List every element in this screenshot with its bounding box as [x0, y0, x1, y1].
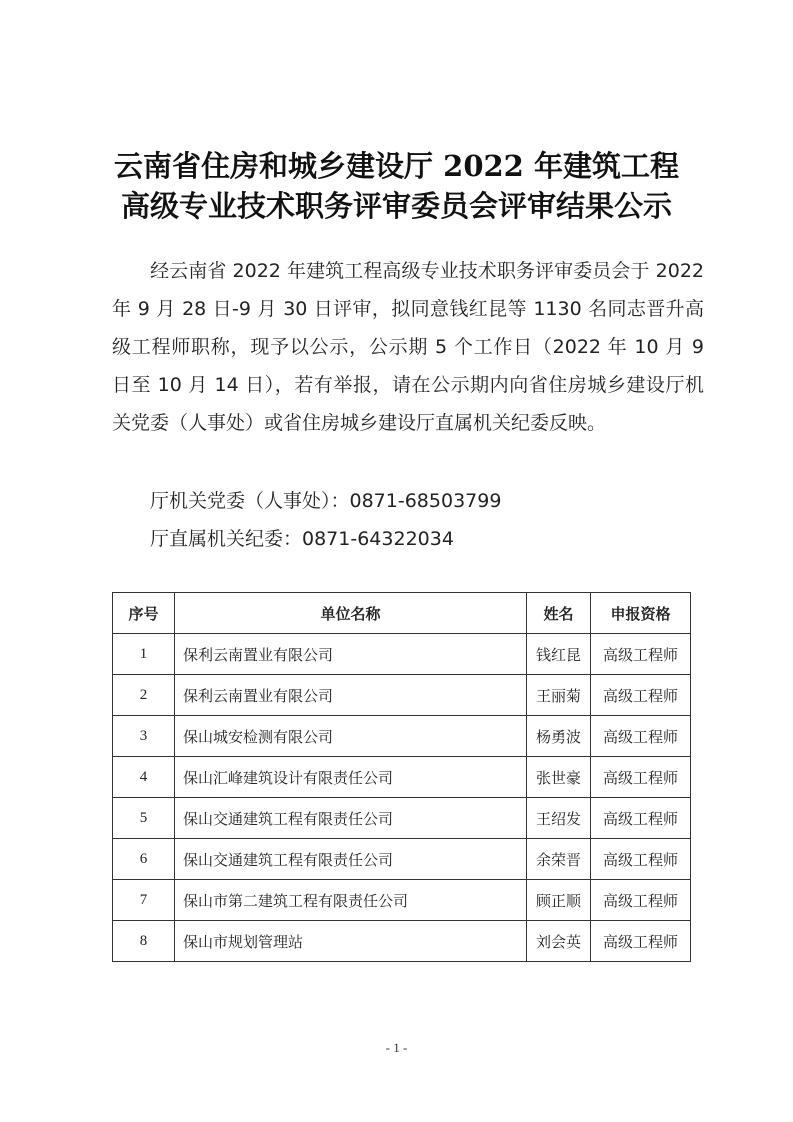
cell-index: 8: [113, 921, 175, 962]
cell-unit: 保山市规划管理站: [175, 921, 527, 962]
result-table: [112, 592, 691, 962]
table-row: [113, 880, 691, 921]
cell-qualification: 高级工程师: [591, 757, 691, 798]
header-qualification: 申报资格: [591, 593, 691, 634]
table-row: [113, 757, 691, 798]
cell-unit: 保山汇峰建筑设计有限责任公司: [175, 757, 527, 798]
cell-unit: 保利云南置业有限公司: [175, 634, 527, 675]
title-line-1: 云南省住房和城乡建设厅 2022 年建筑工程: [114, 149, 679, 183]
cell-name: 顾正顺: [527, 880, 591, 921]
cell-index: 5: [113, 798, 175, 839]
cell-qualification: 高级工程师: [591, 839, 691, 880]
cell-index: 2: [113, 675, 175, 716]
cell-unit: 保山交通建筑工程有限责任公司: [175, 839, 527, 880]
cell-qualification: 高级工程师: [591, 716, 691, 757]
cell-name: 王丽菊: [527, 675, 591, 716]
page-number: - 1 -: [385, 1040, 408, 1055]
cell-unit: 保山市第二建筑工程有限责任公司: [175, 880, 527, 921]
cell-qualification: 高级工程师: [591, 921, 691, 962]
cell-name: 钱红昆: [527, 634, 591, 675]
table-row: [113, 634, 691, 675]
cell-name: 王绍发: [527, 798, 591, 839]
body-paragraph: [112, 252, 704, 442]
table-row: [113, 675, 691, 716]
cell-index: 4: [113, 757, 175, 798]
cell-index: 6: [113, 839, 175, 880]
contact-discipline-committee: 厅直属机关纪委：0871-64322034: [150, 528, 454, 550]
cell-index: 1: [113, 634, 175, 675]
cell-index: 7: [113, 880, 175, 921]
cell-qualification: 高级工程师: [591, 675, 691, 716]
cell-name: 余荣晋: [527, 839, 591, 880]
table-row: [113, 716, 691, 757]
header-unit: 单位名称: [175, 593, 527, 634]
cell-unit: 保山城安检测有限公司: [175, 716, 527, 757]
title-line-2: 高级专业技术职务评审委员会评审结果公示: [120, 189, 672, 223]
table-header-row: [113, 593, 691, 634]
cell-unit: 保山交通建筑工程有限责任公司: [175, 798, 527, 839]
body-paragraph-text: 经云南省 2022 年建筑工程高级专业技术职务评审委员会于 2022 年 9 月 28 日-9 月 30 日评审，拟同意钱红昆等 1130 名同志晋升高级工程师职称，现予以公示，公示期 5 个工作日（2022 年 10 月 9 日至 10 月 14 日），若有举报，请在公示期内向省住房城乡建设厅机关党委（人事处）或省住房城乡建设厅直属机关纪委反映。: [112, 260, 704, 434]
cell-name: 杨勇波: [527, 716, 591, 757]
cell-name: 张世豪: [527, 757, 591, 798]
header-index: 序号: [113, 593, 175, 634]
cell-index: 3: [113, 716, 175, 757]
cell-name: 刘会英: [527, 921, 591, 962]
cell-qualification: 高级工程师: [591, 880, 691, 921]
table-row: [113, 921, 691, 962]
contact-party-committee: 厅机关党委（人事处）：0871-68503799: [150, 490, 502, 512]
header-name: 姓名: [527, 593, 591, 634]
cell-qualification: 高级工程师: [591, 634, 691, 675]
table-row: [113, 839, 691, 880]
table-row: [113, 798, 691, 839]
cell-unit: 保利云南置业有限公司: [175, 675, 527, 716]
cell-qualification: 高级工程师: [591, 798, 691, 839]
